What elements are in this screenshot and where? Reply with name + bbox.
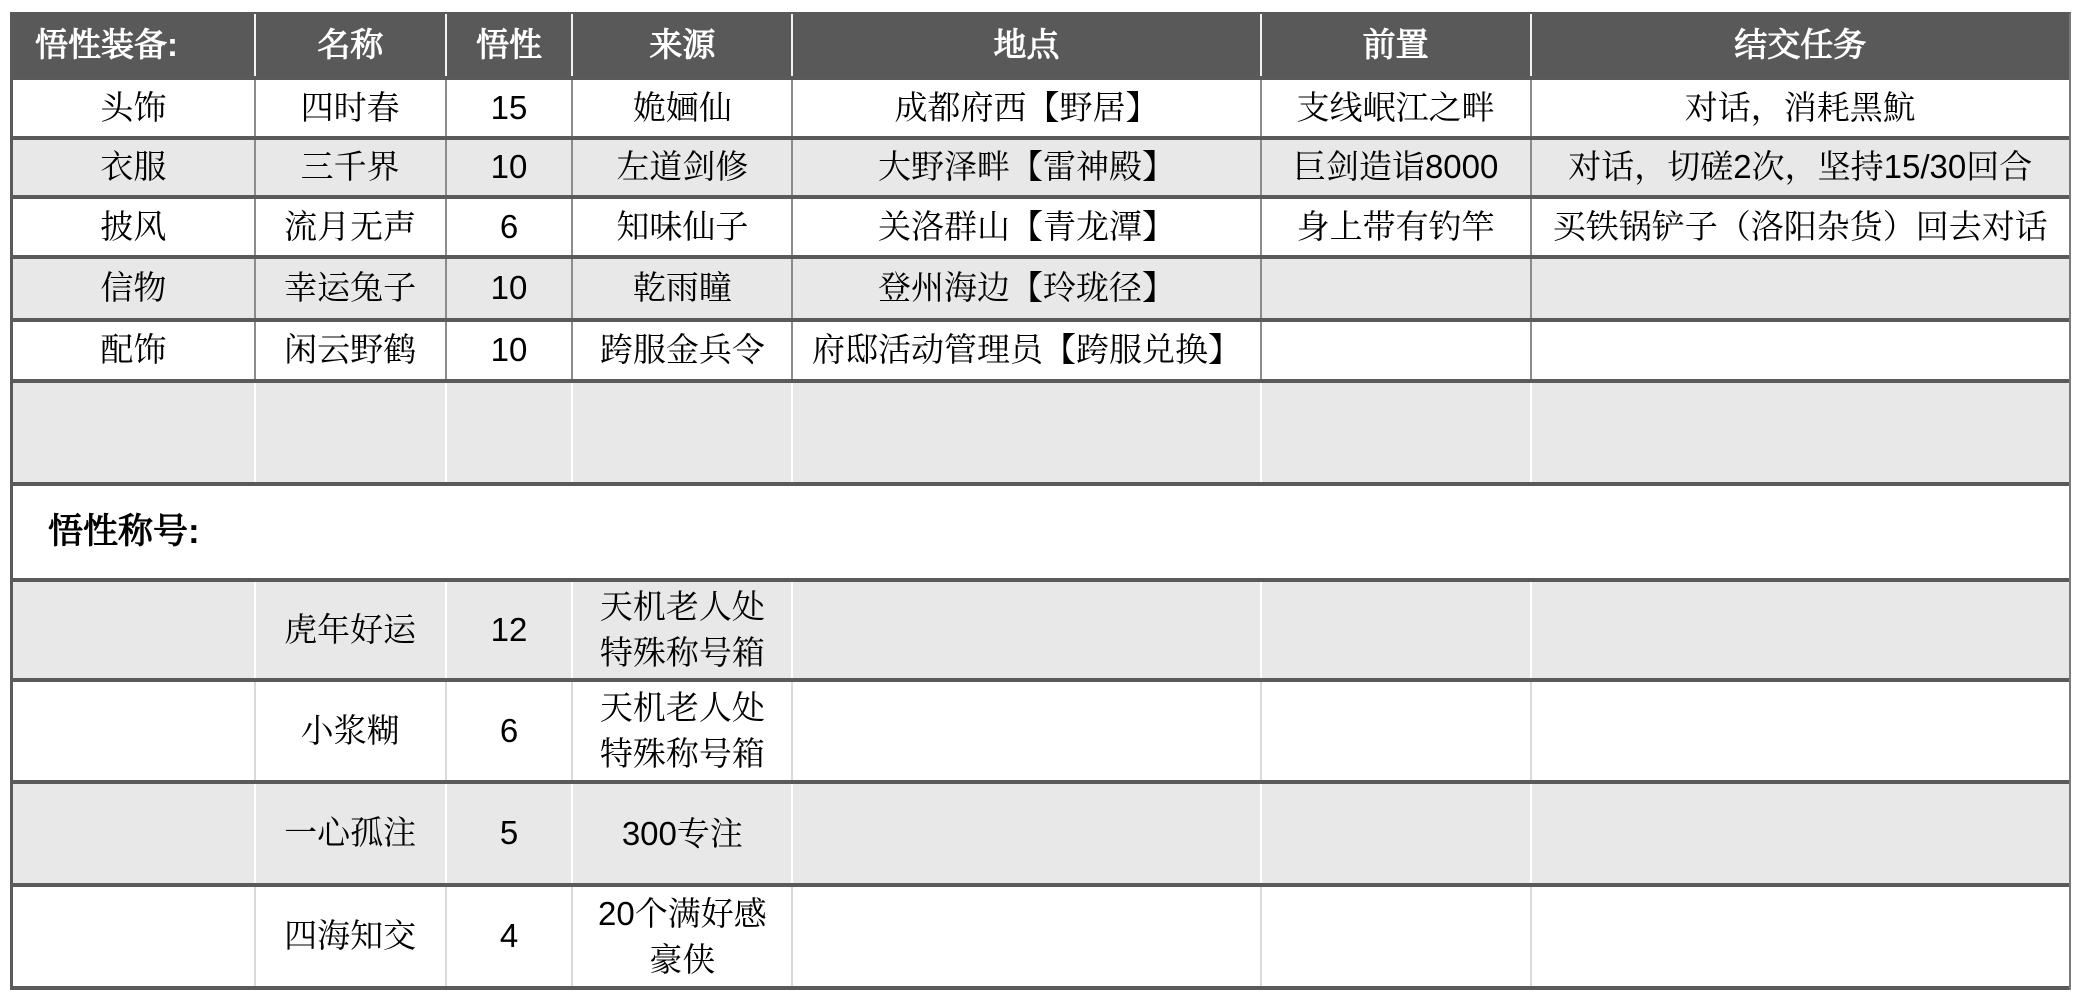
cell-wuxing: 15: [447, 80, 574, 136]
empty-cell: [1532, 383, 2069, 482]
cell-prereq: [1262, 322, 1532, 379]
empty-cell: [1532, 887, 2069, 986]
cell-wuxing: 4: [447, 887, 574, 986]
source-line2: 豪侠: [649, 940, 716, 978]
cell-location: 府邸活动管理员【跨服兑换】: [793, 322, 1262, 379]
cell-source: [573, 887, 793, 986]
cell-prereq: 巨剑造诣8000: [1262, 140, 1532, 195]
header-row: [13, 14, 2069, 80]
source-line2: 特殊称号箱: [599, 634, 765, 671]
empty-spacer-row: [13, 383, 2069, 486]
cell-name: 三千界: [256, 140, 447, 195]
cell-task: [1532, 259, 2069, 318]
empty-cell: [793, 582, 1262, 678]
cell-wuxing: 6: [447, 199, 574, 255]
empty-cell: [793, 383, 1262, 482]
cell-source: [573, 682, 793, 780]
source-line2: 特殊称号箱: [599, 735, 765, 772]
empty-cell: [793, 682, 1262, 780]
empty-cell: [1262, 383, 1532, 482]
header-cell-source: 来源: [573, 14, 793, 76]
empty-cell: [1262, 682, 1532, 780]
source-line1: 20个满好感: [597, 894, 767, 932]
cell-wuxing: 10: [447, 322, 574, 379]
source-line1: 300专注: [621, 814, 743, 852]
cell-location: 大野泽畔【雷神殿】: [793, 140, 1262, 195]
title-row-tiger-luck: [13, 582, 2069, 682]
cell-source: 姽婳仙: [573, 80, 793, 136]
empty-cell: [1262, 887, 1532, 986]
cell-name: 小浆糊: [256, 682, 447, 780]
cell-location: 成都府西【野居】: [793, 80, 1262, 136]
cell-name: 虎年好运: [256, 582, 447, 678]
empty-cell: [1532, 582, 2069, 678]
empty-cell: [1532, 682, 2069, 780]
cell-name: 一心孤注: [256, 784, 447, 883]
cell-slot: 配饰: [13, 322, 256, 379]
header-cell-name: 名称: [256, 14, 447, 76]
cell-task: 对话，切磋2次，坚持15/30回合: [1568, 148, 2033, 186]
cell-slot: 头饰: [13, 80, 256, 136]
cell-wuxing: 5: [447, 784, 574, 883]
cell-wuxing: 6: [447, 682, 574, 780]
cell-name: 四海知交: [256, 887, 447, 986]
wuxing-table: [10, 12, 2071, 990]
cell-wuxing: 10: [447, 140, 574, 195]
cell-task: 对话，消耗黑魧: [1684, 88, 1916, 126]
empty-cell: [13, 682, 256, 780]
header-cell-task: 结交任务: [1734, 25, 1867, 63]
empty-cell: [13, 887, 256, 986]
title-row-little-paste: [13, 682, 2069, 784]
equip-row-cloak: [13, 199, 2069, 259]
cell-name: 幸运兔子: [256, 259, 447, 318]
cell-prereq: 支线岷江之畔: [1262, 80, 1532, 136]
header-cell-prereq: 前置: [1262, 14, 1532, 76]
equip-row-headwear: [13, 80, 2069, 140]
cell-prereq: 身上带有钓竿: [1262, 199, 1532, 255]
equip-row-accessory: [13, 322, 2069, 383]
empty-cell: [13, 383, 256, 482]
cell-source: 乾雨瞳: [573, 259, 793, 318]
empty-cell: [256, 383, 447, 482]
header-cell-location: 地点: [793, 14, 1262, 76]
empty-cell: [13, 582, 256, 678]
title-row-four-seas: [13, 887, 2069, 990]
cell-location: 关洛群山【青龙潭】: [793, 199, 1262, 255]
cell-wuxing: 10: [447, 259, 574, 318]
empty-cell: [573, 383, 793, 482]
cell-name: 流月无声: [256, 199, 447, 255]
header-cell-wuxing: 悟性: [447, 14, 574, 76]
cell-task: 买铁锅铲子（洛阳杂货）回去对话: [1552, 207, 2048, 245]
empty-cell: [793, 887, 1262, 986]
equip-row-clothes: [13, 140, 2069, 199]
section-title: 悟性称号:: [48, 512, 200, 552]
cell-source: [573, 582, 793, 678]
source-line1: 天机老人处: [599, 689, 765, 726]
empty-cell: [13, 784, 256, 883]
cell-wuxing: 12: [447, 582, 574, 678]
cell-name: 闲云野鹤: [256, 322, 447, 379]
cell-location: 登州海边【玲珑径】: [793, 259, 1262, 318]
cell-source: 知味仙子: [573, 199, 793, 255]
title-row-single-focus: [13, 784, 2069, 887]
equip-row-token: [13, 259, 2069, 322]
cell-prereq: [1262, 259, 1532, 318]
cell-task: [1532, 322, 2069, 379]
source-line1: 天机老人处: [599, 588, 765, 625]
cell-source: [573, 784, 793, 883]
empty-cell: [447, 383, 574, 482]
header-cell-slot: 悟性装备:: [13, 14, 256, 76]
cell-slot: 衣服: [13, 140, 256, 195]
section-title-row: [13, 486, 2069, 582]
empty-cell: [1262, 784, 1532, 883]
cell-source: 左道剑修: [573, 140, 793, 195]
empty-cell: [793, 784, 1262, 883]
cell-slot: 披风: [13, 199, 256, 255]
cell-source: 跨服金兵令: [573, 322, 793, 379]
empty-cell: [1532, 784, 2069, 883]
empty-cell: [1262, 582, 1532, 678]
cell-name: 四时春: [256, 80, 447, 136]
cell-slot: 信物: [13, 259, 256, 318]
